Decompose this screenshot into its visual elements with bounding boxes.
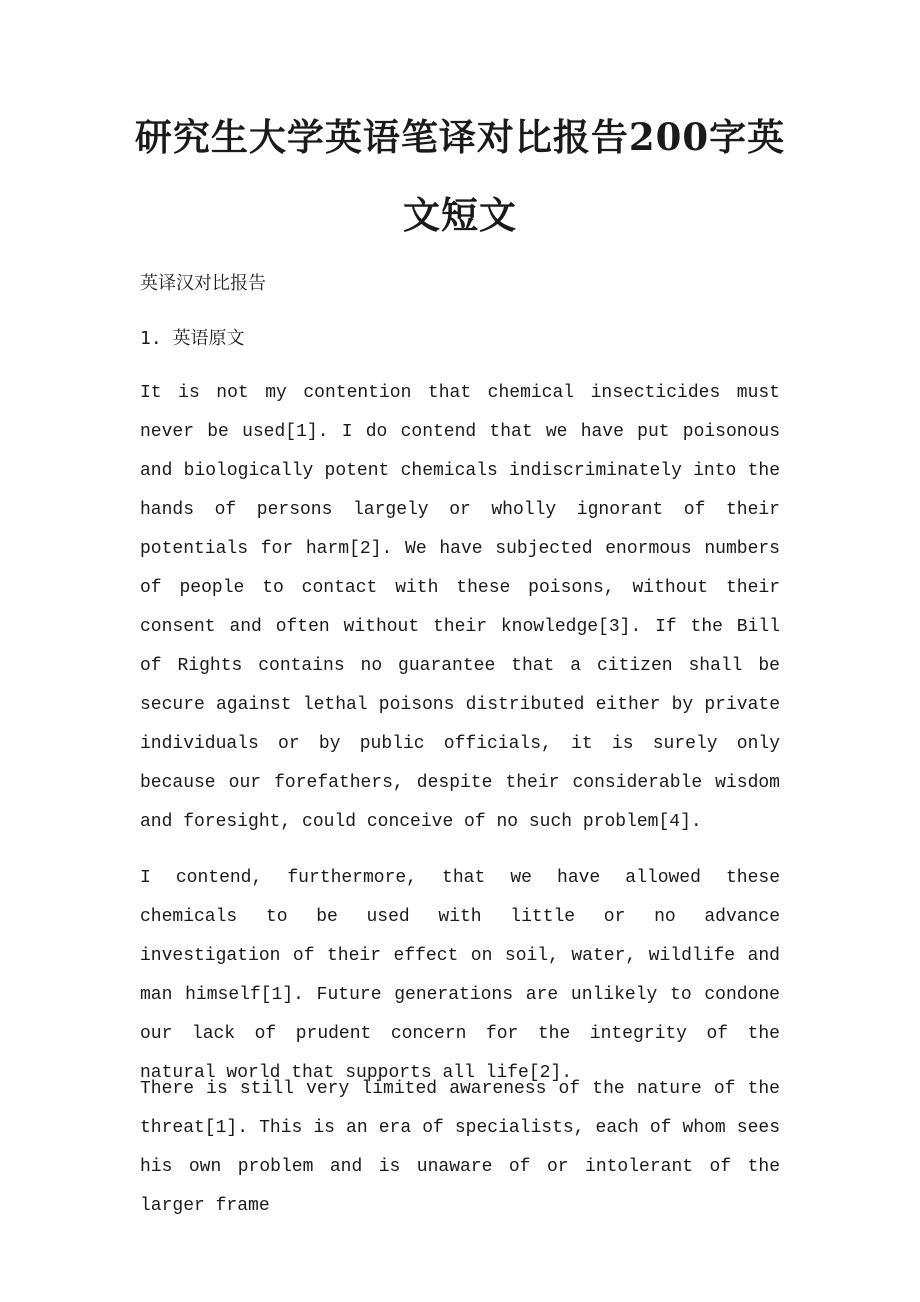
- paragraph-1: It is not my contention that chemical insecticides must never be used[1]. I do contend that we have put poisonous and biologically potent chemicals indiscriminately into the hands of persons largely or wholly ignorant of their potentials for harm[2]. We have subjected enormous numbers of people to contact with these poisons, without their consent and often without their knowledge[3]. If the Bill of Rights contains no guarantee that a citizen shall be secure against lethal poisons distributed either by private individuals or by public officials, it is surely only because our forefathers, despite their considerable wisdom and foresight, could conceive of no such problem[4].: [140, 383, 780, 832]
- paragraph-2: I contend, furthermore, that we have allowed these chemicals to be used with little or no advance investigation of their effect on soil, water, wildlife and man himself[1]. Future generations are unlikely to condone our lack of prudent concern for the integrity of the natural world that supports all life[2].: [140, 868, 780, 1083]
- document-title: 研究生大学英语笔译对比报告200字英文短文: [134, 115, 786, 237]
- paragraph-3: There is still very limited awareness of the nature of the threat[1]. This is an era of specialists, each of whom sees his own problem and is unaware of or intolerant of the larger frame: [140, 1079, 780, 1216]
- section-heading-original-text: 1. 英语原文: [140, 328, 245, 349]
- report-subtitle: 英译汉对比报告: [140, 273, 266, 294]
